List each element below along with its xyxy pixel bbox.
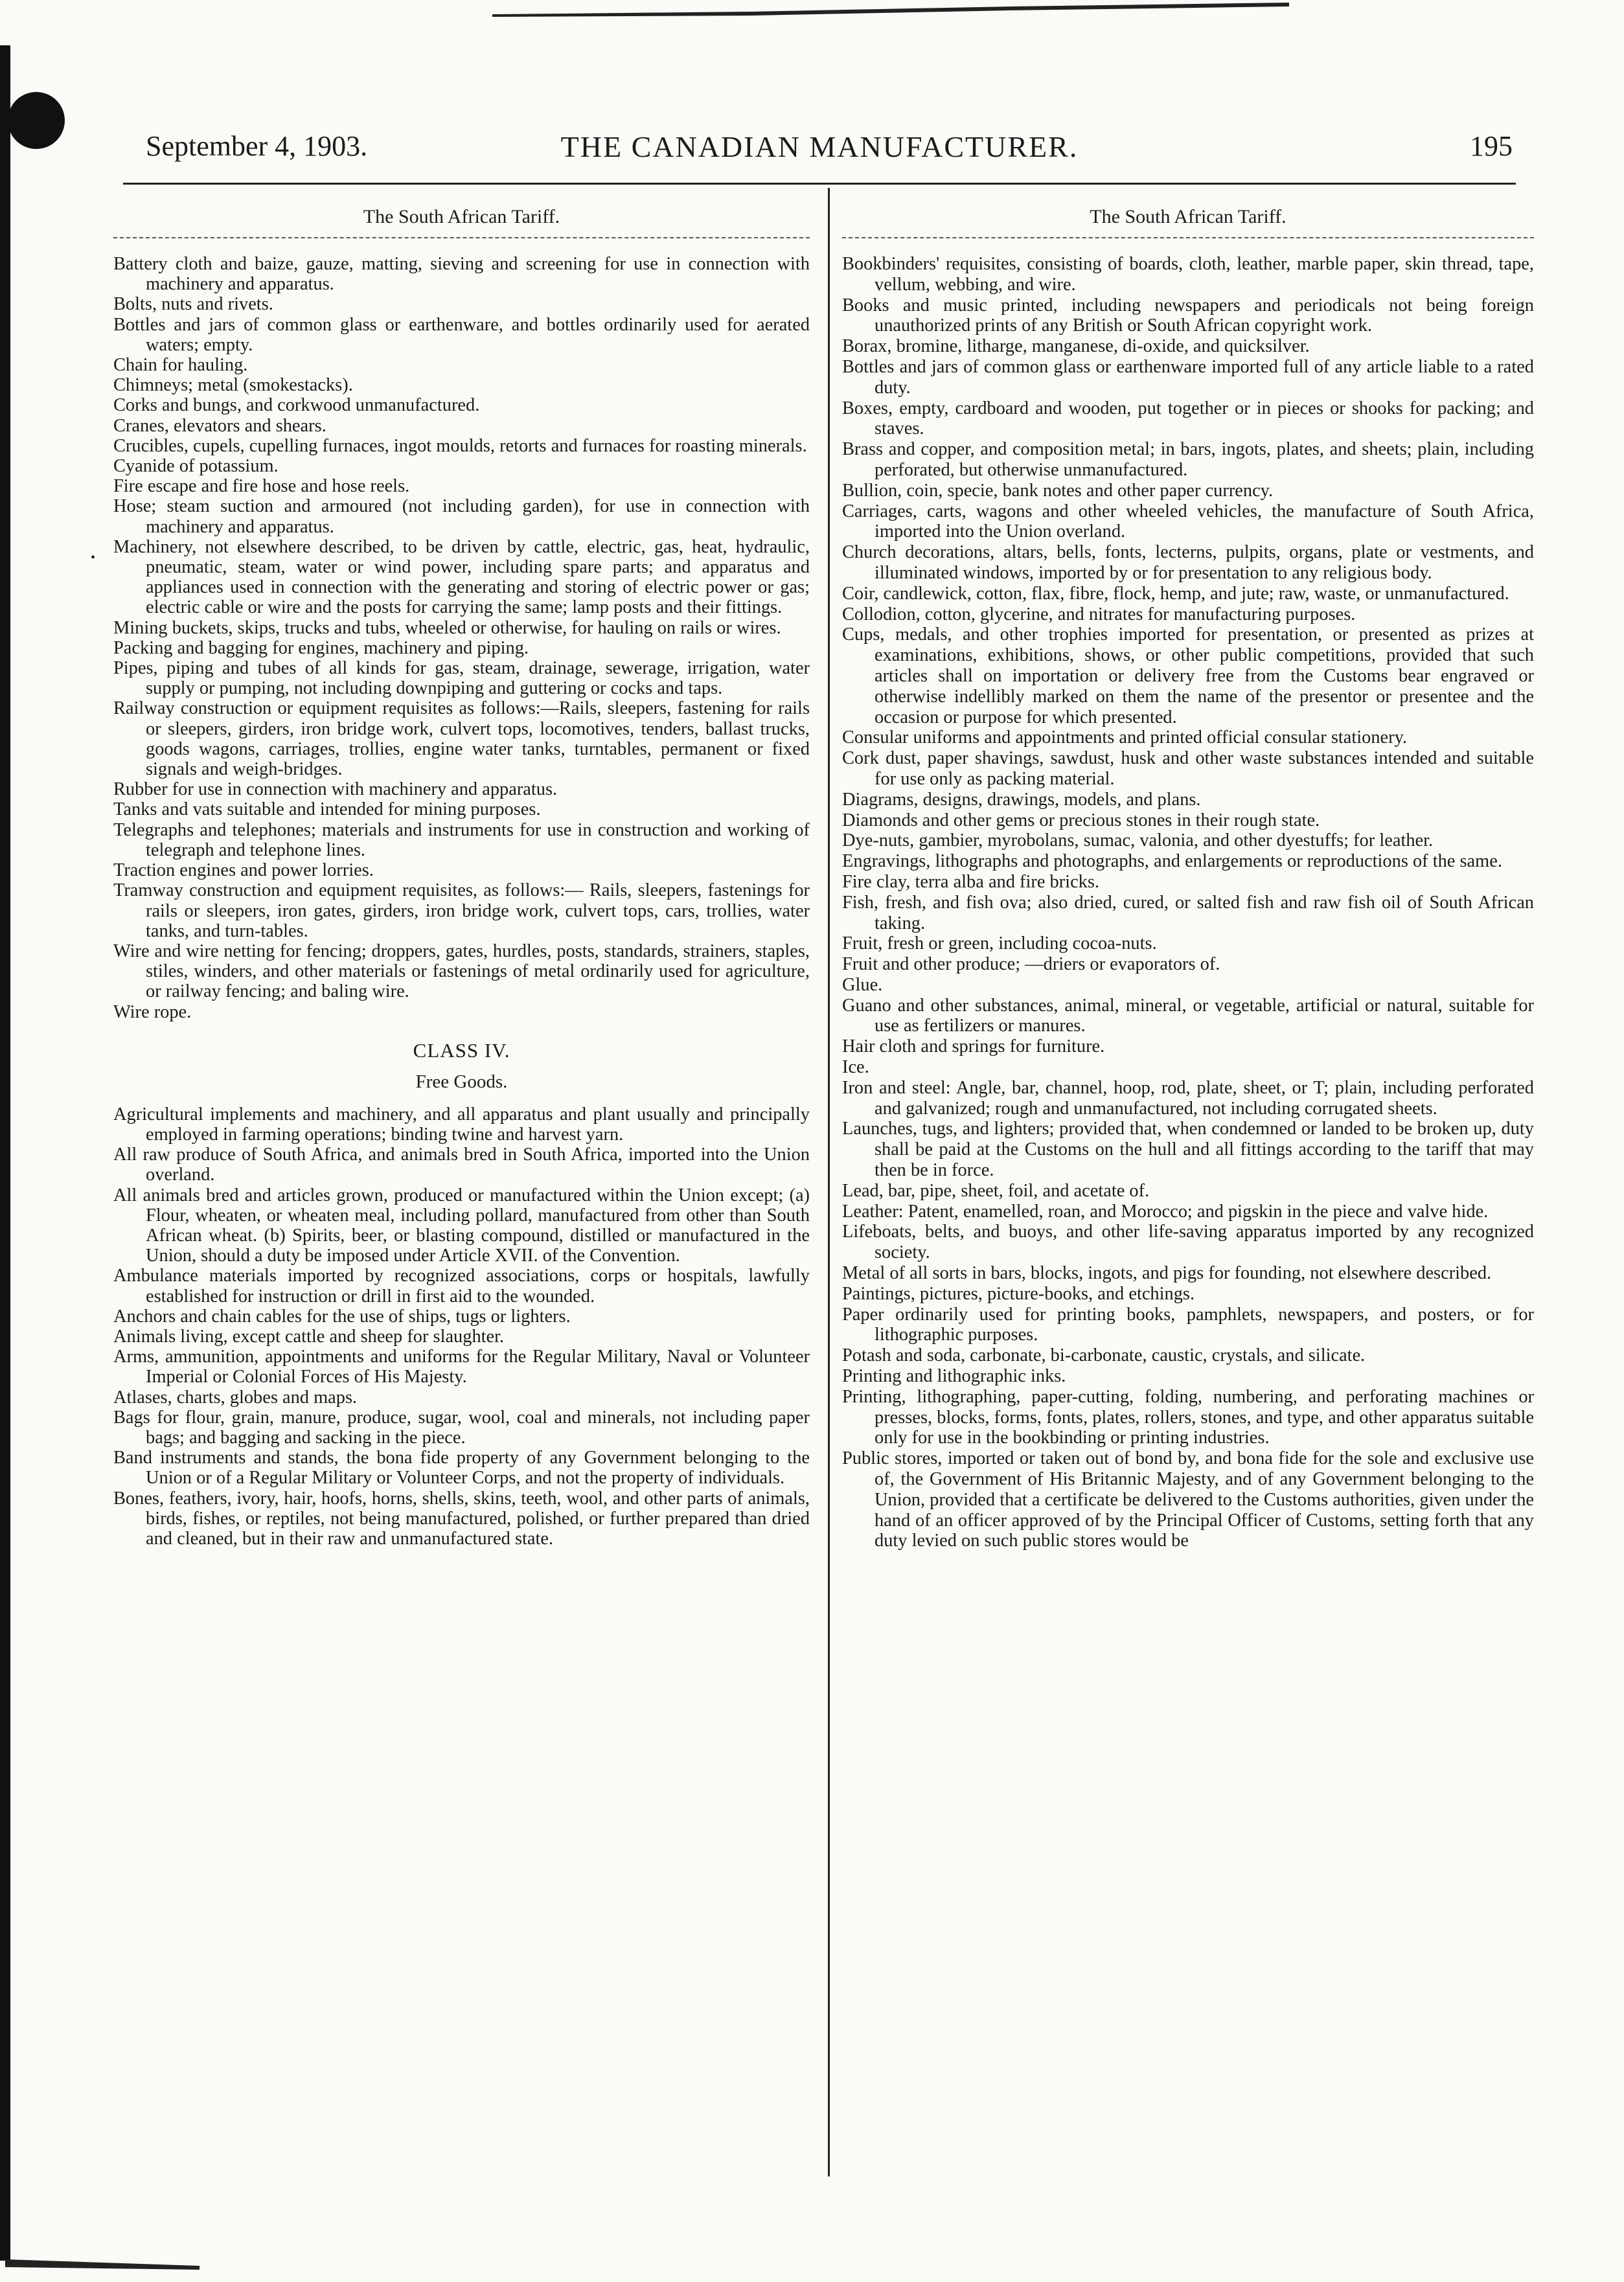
tariff-entry: All animals bred and articles grown, produced or manufactured within the Union except; (a) Flour, wheaten, or wheaten meal, including pollard, manufactured from other than South African wheat. (b) Spirits, beer, or blasting compound, distilled or manufactured in the Union, should a duty be imposed under Article XVII. of the Convention. — [113, 1185, 810, 1266]
tariff-entry: Packing and bagging for engines, machinery and piping. — [113, 637, 529, 658]
tariff-entry: Diagrams, designs, drawings, models, and plans. — [842, 789, 1201, 810]
scan-top-edge-mark — [492, 0, 1289, 19]
tariff-entry: Metal of all sorts in bars, blocks, ingots, and pigs for founding, not elsewhere described. — [842, 1263, 1492, 1284]
tariff-entry: Bullion, coin, specie, bank notes and other paper currency. — [842, 480, 1274, 501]
tariff-entry: Hair cloth and springs for furniture. — [842, 1036, 1105, 1057]
tariff-entry: Ice. — [842, 1057, 869, 1078]
left-column — [113, 194, 810, 1549]
tariff-entry: Telegraphs and telephones; materials and instruments for use in construction and working of telegraph and telephone lines. — [113, 819, 810, 860]
tariff-entry: Hose; steam suction and armoured (not including garden), for use in connection with machinery and apparatus. — [113, 496, 810, 537]
tariff-entry: Anchors and chain cables for the use of ships, tugs or lighters. — [113, 1306, 571, 1327]
scan-left-edge — [0, 45, 10, 2261]
tariff-entry: Bookbinders' requisites, consisting of boards, cloth, leather, marble paper, skin thread, tape, vellum, webbing, and wire. — [842, 254, 1534, 295]
tariff-entry: Fruit, fresh or green, including cocoa-nuts. — [842, 933, 1157, 954]
tariff-entry: Guano and other substances, animal, mineral, or vegetable, artificial or natural, suitable for use as fertilizers or manures. — [842, 995, 1534, 1036]
page-number: 195 — [1470, 130, 1513, 162]
tariff-entry: Boxes, empty, cardboard and wooden, put together or in pieces or shooks for packing; and staves. — [842, 398, 1534, 439]
tariff-entry: Cork dust, paper shavings, sawdust, husk and other waste substances intended and suitable for use only as packing material. — [842, 748, 1534, 789]
tariff-entry: Pipes, piping and tubes of all kinds for gas, steam, drainage, sewerage, irrigation, water supply or pumping, not including downpiping and guttering or cocks and taps. — [113, 658, 810, 699]
tariff-entry: Dye-nuts, gambier, myrobolans, sumac, valonia, and other dyestuffs; for leather. — [842, 830, 1434, 851]
tariff-entry: Band instruments and stands, the bona fide property of any Government belonging to the Union or of a Regular Military or Volunteer Corps, and not the property of individuals. — [113, 1448, 810, 1489]
class-subheading: Free Goods. — [415, 1071, 508, 1092]
right-column-heading: The South African Tariff. — [1090, 206, 1287, 227]
margin-dot: • — [91, 551, 96, 565]
tariff-entry: Paintings, pictures, picture-books, and etchings. — [842, 1283, 1195, 1304]
tariff-entry: Coir, candlewick, cotton, flax, fibre, flock, hemp, and jute; raw, waste, or unmanufactured. — [842, 583, 1509, 604]
tariff-entry: Collodion, cotton, glycerine, and nitrates for manufacturing purposes. — [842, 604, 1356, 624]
tariff-entry-list — [113, 254, 810, 1022]
tariff-entry: Leather: Patent, enamelled, roan, and Morocco; and pigskin in the piece and valve hide. — [842, 1201, 1489, 1222]
tariff-entry: Paper ordinarily used for printing books, pamphlets, newspapers, and posters, or for lithographic purposes. — [842, 1304, 1534, 1345]
tariff-entry: Bottles and jars of common glass or earthenware imported full of any article liable to a rated duty. — [842, 356, 1534, 398]
tariff-entry: Rubber for use in connection with machinery and apparatus. — [113, 779, 558, 800]
tariff-entry: Fire escape and fire hose and hose reels. — [113, 476, 410, 497]
tariff-entry: Cyanide of potassium. — [113, 456, 279, 477]
header-rule — [123, 183, 1516, 185]
tariff-entry: Printing, lithographing, paper-cutting, folding, numbering, and perforating machines or presses, blocks, forms, fonts, plates, rollers, stones, and type, and other apparatus suitable only for use in the bookbinding or printing industries. — [842, 1386, 1534, 1448]
tariff-entry: Engravings, lithographs and photographs, and enlargements or reproductions of the same. — [842, 851, 1502, 872]
class-heading: CLASS IV. — [413, 1038, 510, 1062]
tariff-entry: Traction engines and power lorries. — [113, 860, 374, 881]
scan-bottom-streak — [5, 2248, 200, 2274]
tariff-entry: Animals living, except cattle and sheep for slaughter. — [113, 1326, 505, 1347]
free-goods-list — [113, 1104, 810, 1549]
tariff-entry: Borax, bromine, litharge, manganese, di-oxide, and quicksilver. — [842, 336, 1310, 357]
publication-title: THE CANADIAN MANUFACTURER. — [560, 130, 1079, 163]
tariff-entry: Agricultural implements and machinery, and all apparatus and plant usually and principally employed in farming operations; binding twine and harvest yarn. — [113, 1104, 810, 1145]
tariff-entry: Crucibles, cupels, cupelling furnaces, ingot moulds, retorts and furnaces for roasting minerals. — [113, 435, 807, 456]
right-column-heading-rule — [842, 237, 1534, 238]
binding-hole — [8, 92, 65, 149]
tariff-entry: Battery cloth and baize, gauze, matting, sieving and screening for use in connection with machinery and apparatus. — [113, 254, 810, 295]
left-column-heading: The South African Tariff. — [363, 206, 560, 227]
tariff-entry: Mining buckets, skips, trucks and tubs, wheeled or otherwise, for hauling on rails or wires. — [113, 617, 781, 638]
tariff-entry: Brass and copper, and composition metal; in bars, ingots, plates, and sheets; plain, including perforated, but otherwise unmanufactured. — [842, 439, 1534, 480]
tariff-entry: Diamonds and other gems or precious stones in their rough state. — [842, 810, 1320, 830]
tariff-entry: Iron and steel: Angle, bar, channel, hoop, rod, plate, sheet, or T; plain, including perforated and galvanized; rough and unmanufactured, not including corrugated sheets. — [842, 1077, 1534, 1119]
tariff-entry: Tanks and vats suitable and intended for mining purposes. — [113, 799, 541, 820]
tariff-entry: Fire clay, terra alba and fire bricks. — [842, 871, 1100, 892]
tariff-entry: Printing and lithographic inks. — [842, 1366, 1066, 1387]
tariff-entry: Wire and wire netting for fencing; droppers, gates, hurdles, posts, standards, strainers, staples, stiles, winders, and other materials or fastenings of metal ordinarily used for agriculture, or railway fencing; and baling wire. — [113, 941, 810, 1002]
free-goods-list-continued — [842, 254, 1534, 1551]
tariff-entry: Cups, medals, and other trophies imported for presentation, or presented as prizes at examinations, exhibitions, shows, or other public competitions, provided that such articles shall on importation or delivery free from the Customs bear engraved or otherwise indellibly marked on them the name of the presentor or presentee and the occasion or purpose for which presented. — [842, 624, 1534, 727]
tariff-entry: Corks and bungs, and corkwood unmanufactured. — [113, 395, 480, 416]
tariff-entry: Railway construction or equipment requisites as follows:—Rails, sleepers, fastening for rails or sleepers, girders, iron bridge work, culvert tops, locomotives, tenders, ballast trucks, goods wagons, carriages, trollies, engine water tanks, turntables, permanent or fixed signals and weigh-bridges. — [113, 698, 810, 780]
right-column — [842, 194, 1534, 1551]
tariff-entry: Wire rope. — [113, 1001, 192, 1022]
tariff-entry: Bolts, nuts and rivets. — [113, 294, 273, 315]
tariff-entry: Bags for flour, grain, manure, produce, sugar, wool, coal and minerals, not including paper bags; and bagging and sacking in the piece. — [113, 1407, 810, 1448]
tariff-entry: Fish, fresh, and fish ova; also dried, cured, or salted fish and raw fish oil of South African taking. — [842, 892, 1534, 933]
tariff-entry: Books and music printed, including newspapers and periodicals not being foreign unauthorized prints of any British or South African copyright work. — [842, 295, 1534, 336]
issue-date: September 4, 1903. — [146, 130, 368, 162]
tariff-entry: Cranes, elevators and shears. — [113, 415, 326, 436]
running-header — [126, 130, 1513, 175]
tariff-entry: Machinery, not elsewhere described, to be driven by cattle, electric, gas, heat, hydraulic, pneumatic, steam, water or wind power, including spare parts; and apparatus and appliances used in connection with the generating and storing of electric power or gas; electric cable or wire and the posts for carrying the same; lamp posts and their fittings. — [113, 536, 810, 618]
tariff-entry: Lead, bar, pipe, sheet, foil, and acetate of. — [842, 1180, 1150, 1201]
tariff-entry: Arms, ammunition, appointments and uniforms for the Regular Military, Naval or Volunteer Imperial or Colonial Forces of His Majesty. — [113, 1347, 810, 1387]
tariff-entry: Ambulance materials imported by recognized associations, corps or hospitals, lawfully established for instruction or drill in first aid to the wounded. — [113, 1266, 810, 1306]
tariff-entry: Bones, feathers, ivory, hair, hoofs, horns, shells, skins, teeth, wool, and other parts of animals, birds, fishes, or reptiles, not being manufactured, polished, or further prepared than dried and cleaned, but in their raw and unmanufactured state. — [113, 1488, 810, 1549]
tariff-entry: Church decorations, altars, bells, fonts, lecterns, pulpits, organs, plate or vestments, and illuminated windows, imported by or for presentation to any religious body. — [842, 542, 1534, 583]
tariff-entry: Glue. — [842, 974, 883, 995]
tariff-entry: Potash and soda, carbonate, bi-carbonate, caustic, crystals, and silicate. — [842, 1345, 1366, 1366]
tariff-entry: Fruit and other produce; —driers or evaporators of. — [842, 954, 1220, 975]
tariff-entry: Chimneys; metal (smokestacks). — [113, 375, 353, 396]
tariff-entry: Consular uniforms and appointments and printed official consular stationery. — [842, 727, 1408, 748]
tariff-entry: Carriages, carts, wagons and other wheeled vehicles, the manufacture of South Africa, imported into the Union overland. — [842, 501, 1534, 542]
tariff-entry: Launches, tugs, and lighters; provided that, when condemned or landed to be broken up, duty shall be paid at the Customs on the hull and all fittings according to the tariff that may then be in force. — [842, 1119, 1534, 1181]
tariff-entry: Tramway construction and equipment requisites, as follows:— Rails, sleepers, fastenings for rails or sleepers, iron gates, girders, iron bridge work, culvert tops, cars, trollies, water tanks, and turn-tables. — [113, 880, 810, 941]
tariff-entry: Lifeboats, belts, and buoys, and other life-saving apparatus imported by any recognized society. — [842, 1222, 1534, 1263]
tariff-entry: Chain for hauling. — [113, 355, 248, 376]
tariff-entry: All raw produce of South Africa, and animals bred in South Africa, imported into the Union overland. — [113, 1145, 810, 1185]
left-column-heading-rule — [113, 237, 810, 238]
tariff-entry: Atlases, charts, globes and maps. — [113, 1387, 358, 1408]
column-divider — [828, 188, 830, 2176]
tariff-entry: Public stores, imported or taken out of bond by, and bona fide for the sole and exclusive use of, the Government of His Britannic Majesty, and of any Government belonging to the Union, provided that a certificate be delivered to the Customs authorities, given under the hand of an officer approved of by the Principal Officer of Customs, setting forth that any duty levied on such public stores would be — [842, 1448, 1534, 1551]
tariff-entry: Bottles and jars of common glass or earthenware, and bottles ordinarily used for aerated waters; empty. — [113, 314, 810, 355]
